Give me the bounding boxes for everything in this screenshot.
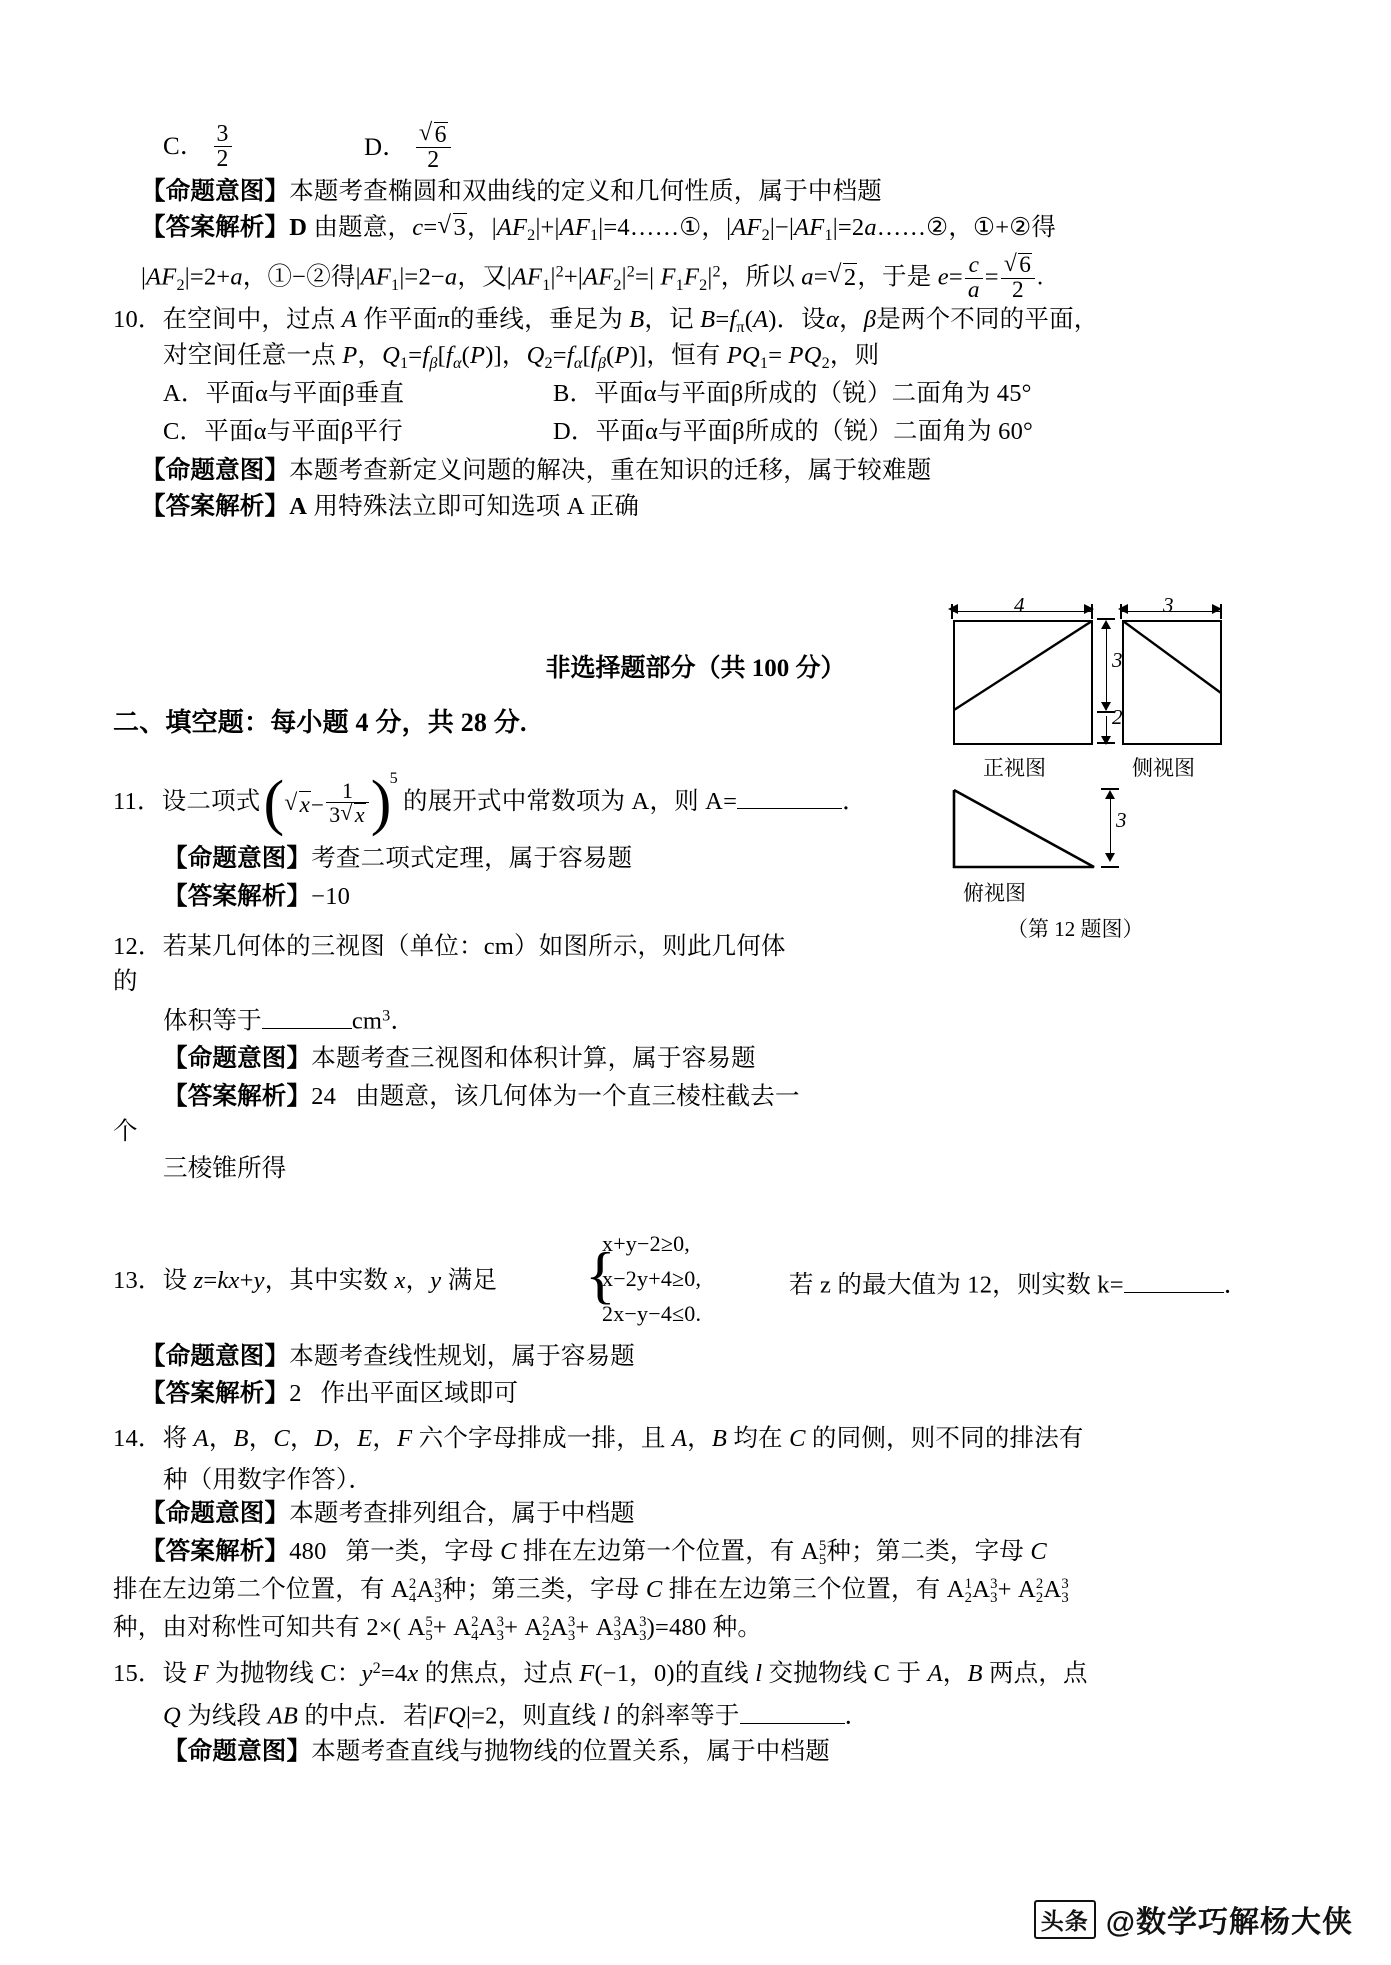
- q11-stem: 11．设二项式( √ x− $\frac{1}{3 √ x}$ )$^5$的展开式中常数项为 A，则 A= ．: [113, 780, 867, 827]
- q9-option-d-label: D．: [364, 133, 408, 161]
- q13-answer-line: 【答案解析】2 作出平面区域即可: [141, 1380, 519, 1407]
- q12-stem-line-1-tail: 的: [113, 968, 138, 995]
- q13-inequality-1: x+y−2≥0,: [602, 1231, 690, 1256]
- q12-number: 12．: [113, 933, 163, 960]
- intent-text: 本题考查排列组合，属于中档题: [289, 1500, 636, 1527]
- q14-answer-line-3: 种，由对称性可知共有 2×( A 5 5 + A 2 4 A 3 3 + A 2 2 A 3 3 + A 3 3 A 3 3 )=480 种。: [113, 1613, 763, 1645]
- top-view-label: 俯视图: [963, 881, 1026, 905]
- answer-value: 480: [289, 1538, 327, 1565]
- q10-option-b: B．平面α与平面β所成的（锐）二面角为 45°: [553, 380, 1032, 407]
- q13-stem-tail: 若 z 的最大值为 12，则实数 k= ．: [789, 1267, 1248, 1299]
- q15-number: 15．: [113, 1660, 163, 1688]
- q13-inequality-3: 2x−y−4≤0.: [602, 1301, 702, 1326]
- q11-binomial-formula: ( √ x− $\frac{1}{3 √ x}$ )$^5$: [264, 780, 400, 827]
- q9-option-d-fraction: √ $\frac{6}{2}$: [416, 122, 451, 172]
- q9-answer-line-1: 【答案解析】D 由题意，c= √ 3，$|AF_2|+|AF_1|=4\dots\dots ①$，$|AF_2|-|AF_1|=2a\dots\dots ②$，①+②得: [141, 213, 1056, 245]
- q12-answer-line: 【答案解析】24 由题意，该几何体为一个直三棱柱截去一: [163, 1083, 800, 1110]
- top-view-triangle: [952, 788, 1097, 870]
- q12-answer-tail: 个: [113, 1118, 138, 1145]
- intent-text: 本题考查线性规划，属于容易题: [289, 1343, 636, 1370]
- front-width-value: 4: [1014, 593, 1025, 617]
- q14-number: 14．: [113, 1425, 163, 1452]
- intent-text: 考查二项式定理，属于容易题: [311, 845, 633, 872]
- answer-text: −10: [311, 883, 351, 910]
- q14-answer-line-1: 【答案解析】480 第一类，字母 C 排在左边第一个位置，有 A 5 5 种；第二类，字母 C: [141, 1537, 1047, 1569]
- answer-tag: 【答案解析】: [141, 1538, 290, 1565]
- intent-tag: 【命题意图】: [141, 1500, 290, 1527]
- watermark-logo: 头条: [1034, 1900, 1096, 1939]
- q10-option-d: D．平面α与平面β所成的（锐）二面角为 60°: [553, 418, 1034, 445]
- q10-option-a: A．平面α与平面β垂直: [163, 380, 405, 407]
- q14-answer-line-2: 排在左边第二个位置，有 A 2 4 A 3 3 种；第三类，字母 C 排在左边第三个位置，有 A 1 2 A 3 3 + A 2 2 A 3 3: [113, 1575, 1069, 1607]
- q13-number: 13．: [113, 1267, 163, 1294]
- q12-stem-line-2: 体积等于 $cm^3$．: [163, 1003, 415, 1035]
- intent-tag: 【命题意图】: [141, 178, 290, 205]
- q13-system-brace: {: [585, 1239, 616, 1310]
- answer-tag: 【答案解析】: [141, 493, 290, 520]
- q10-stem-line-1: 10．在空间中，过点 A 作平面π的垂线，垂足为 B，记 $B=f_\pi(A)$．设α，β是两个不同的平面，: [113, 306, 1099, 337]
- q13-intent-line: [141, 1343, 635, 1370]
- watermark: [1034, 1897, 1353, 1941]
- side-view-diagonal: [1122, 620, 1222, 745]
- answer-letter: D: [289, 214, 308, 241]
- intent-tag: 【命题意图】: [163, 845, 312, 872]
- q15-stem-line-1: 15．设 F 为抛物线 C：$y^2=4x$ 的焦点，过点 F(−1，0)的直线 l 交抛物线 C 于 A，B 两点，点: [113, 1660, 1088, 1688]
- q15-intent-line: [163, 1738, 830, 1765]
- part2-header: 二、填空题：每小题 4 分，共 28 分.: [113, 708, 527, 737]
- q13-blank[interactable]: [1124, 1267, 1224, 1293]
- answer-tag: 【答案解析】: [163, 1083, 312, 1110]
- intent-tag: 【命题意图】: [141, 1343, 290, 1370]
- intent-text: 本题考查直线与抛物线的位置关系，属于中档题: [311, 1738, 830, 1765]
- front-view-diagonal: [953, 620, 1093, 745]
- answer-tag: 【答案解析】: [141, 1380, 290, 1407]
- q9-option-c-label: C．: [163, 132, 206, 160]
- answer-text: 用特殊法立即可知选项 A 正确: [313, 493, 640, 520]
- answer-letter: A: [289, 493, 308, 520]
- intent-text: 本题考查新定义问题的解决，重在知识的迁移，属于较难题: [289, 457, 932, 484]
- intent-tag: 【命题意图】: [141, 457, 290, 484]
- front-view-label: 正视图: [983, 756, 1046, 780]
- q14-stem-line-1: 14．将 A，B，C，D，E，F 六个字母排成一排，且 A，B 均在 C 的同侧，则不同的排法有: [113, 1425, 1084, 1452]
- q10-number: 10．: [113, 306, 163, 333]
- watermark-text: @数学巧解杨大侠: [1105, 1906, 1353, 1939]
- section-header: 非选择题部分（共 100 分）: [545, 655, 846, 682]
- intent-text: 本题考查三视图和体积计算，属于容易题: [311, 1045, 756, 1072]
- q12-answer-line-2: 三棱锥所得: [163, 1155, 287, 1182]
- q9-option-c-fraction: $\frac{3}{2}$: [214, 122, 232, 171]
- side-view-label: 侧视图: [1132, 756, 1195, 780]
- figure-caption: （第 12 题图）: [1007, 917, 1144, 941]
- q14-stem-line-2: 种（用数字作答）．: [163, 1466, 374, 1494]
- front-upper-value: 3: [1112, 648, 1123, 672]
- intent-tag: 【命题意图】: [163, 1738, 312, 1765]
- answer-value: 24: [311, 1083, 337, 1110]
- answer-tag: 【答案解析】: [163, 883, 312, 910]
- q10-stem-line-2: 对空间任意一点 P，$Q_1=f_\beta[f_\alpha(P)]$，$Q_2=f_\alpha[f_\beta(P)]$，恒有 $PQ_1= PQ_2$，则: [163, 342, 880, 373]
- answer-value: 2: [289, 1380, 302, 1407]
- q9-answer-line-2: $|AF_2|=2+a$，①−②得$|AF_1|=2-a$，又$|AF_1|^2+|AF_2|^2=|$ $F_1F_2|^2$，所以 a= √ 2，于是 e= $\frac{c}{a}$ = √ $\frac{6}{2}$ .: [141, 253, 1043, 302]
- q10-option-c: C．平面α与平面β平行: [163, 418, 403, 445]
- q15-stem-line-2: Q 为线段 AB 的中点．若|FQ|=2，则直线 l 的斜率等于 ．: [163, 1698, 869, 1730]
- q13-stem: 13．设 z=kx+y，其中实数 x，y 满足: [113, 1267, 498, 1294]
- q14-intent-line: [141, 1500, 635, 1527]
- q12-stem-line-1: 12．若某几何体的三视图（单位：cm）如图所示，则此几何体: [113, 933, 786, 960]
- q15-blank[interactable]: [740, 1698, 845, 1724]
- answer-tag: 【答案解析】: [141, 214, 290, 241]
- side-width-value: 3: [1163, 593, 1174, 617]
- top-height-value: 3: [1116, 808, 1127, 832]
- intent-text: 本题考查椭圆和双曲线的定义和几何性质，属于中档题: [289, 178, 883, 205]
- intent-tag: 【命题意图】: [163, 1045, 312, 1072]
- q13-inequality-2: x−2y+4≥0,: [602, 1266, 702, 1291]
- front-lower-value: 2: [1112, 705, 1123, 729]
- q11-number: 11．: [113, 787, 162, 815]
